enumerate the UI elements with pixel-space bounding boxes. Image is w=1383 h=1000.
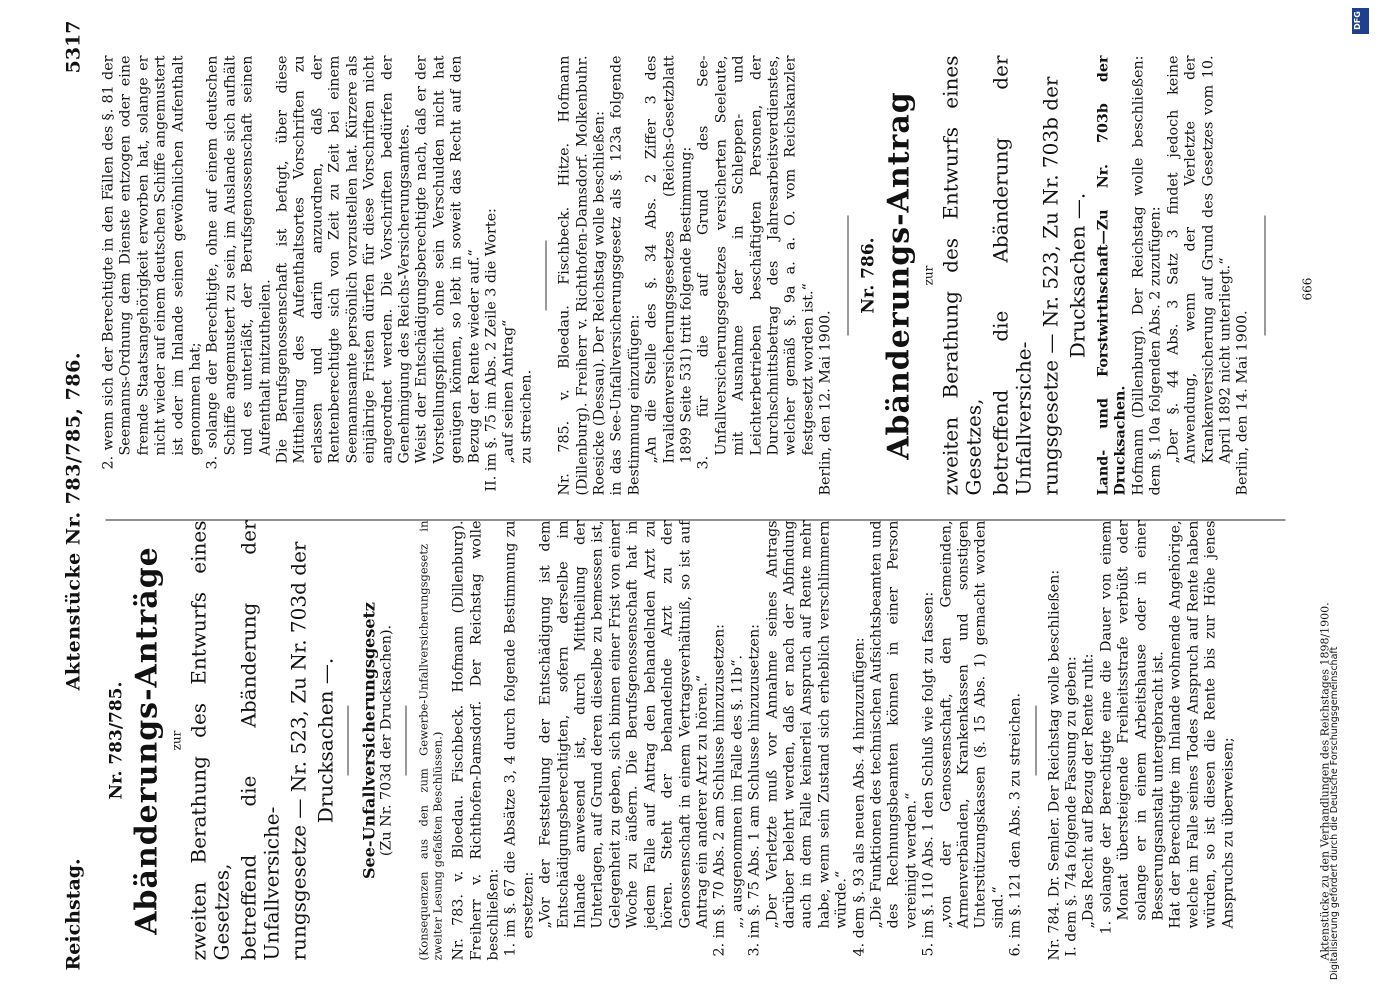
doc-786-quote: „Der §. 44 Abs. 3 Satz 3 findet jedoch keine Anwendung, wenn der Verletzte der Krankenversicherung auf Grund des Gesetzes vom 10. April 1892 nicht unterliegt.“: [1164, 55, 1233, 463]
item-784-point-3-rules: Die Berufsgenossenschaft ist befugt, über diese Mittheilung des Aufenthaltsortes Vorschriften zu erlassen und darin anzuordnen, daß der Rentenberechtigte sich von Zeit zu Zeit bei einem Seemannsamte persönlich vorzustellen hat. Kürzere als einjährige Fristen dürfen für diese Vorschriften nicht angeordnet werden. Die Vorschriften bedürfen der Genehmigung des Reichs-Versicherungsamtes.: [274, 55, 412, 463]
motion-783-intro: Nr. 783. v. Bloedau. Fischbeck. Hofmann (Dillenburg). Freiherr v. Richthofen-Damsdorf. Der Reichstag wolle beschließen:: [450, 520, 502, 960]
doc-786-subtitle-3: rungsgesetze — Nr. 523, Zu Nr. 703b der: [1038, 76, 1063, 495]
subtitle-line-3: rungsgesetze — Nr. 523, Zu Nr. 703d der: [286, 541, 311, 960]
item-4: 4. dem §. 93 als neuen Abs. 4 hinzuzufügen:: [850, 636, 867, 956]
section-title: See-Unfallversicherungsgesetz: [359, 601, 379, 879]
item-784-point-3-proof: Weist der Entschädigungsberechtigte nach, daß er der Vorstellungspflicht ohne sein Verschulden nicht hat genügen können, so lebt in soweit das Recht auf den Bezug der Rente wieder auf.“: [413, 55, 482, 463]
doc-786-title: Abänderungs-Antrag: [881, 90, 917, 460]
motion-785-body: in das See-Unfallversicherungsgesetz als §. 123a folgende Bestimmung einzufügen:: [608, 55, 642, 495]
item-1-quote: „Vor der Feststellung der Entschädigung ist dem Entschädigungsberechtigten, sofern derselbe im Inlande anwesend ist, durch Mittheilung der Unterlagen, auf Grund deren dieselbe zu bemessen ist, Gelegenheit zu geben, sich binnen einer Frist von einer Woche zu äußern. Die Berufsgenossenschaft hat in jedem Falle auf Antrag den behandelnden Arzt zu hören. Steht der behandelnde Arzt zu der Genossenschaft in einem Vertragsverhältniß, so ist auf Antrag ein anderer Arzt zu hören.“: [537, 520, 710, 928]
item-5-quote: „von der Genossenschaft, den Gemeinden, Armenverbänden, Krankenkassen und sonstigen Unterstützungskassen (§. 15 Abs. 1) gemacht worden sind.“: [937, 520, 1006, 928]
doc-786-number: Nr. 786.: [857, 236, 878, 314]
right-column: [100, 55, 1300, 495]
subtitle-line-2: betreffend die Abänderung der Unfallversiche-: [236, 520, 284, 960]
left-column: [100, 520, 1300, 960]
zur-label: zur: [169, 730, 184, 750]
consequences-note: (Konsequenzen aus den zum Gewerbe-Unfallversicherungsgesetz in zweiter Lesung gefaßten Beschlüssen.): [416, 520, 445, 960]
separator-rule: [1264, 215, 1265, 335]
doc-786-section: Land- und Forstwirthschaft—Zu Nr. 703b der Drucksachen.: [1095, 55, 1129, 495]
doc-786-subtitle-4: Drucksachen —.: [1065, 192, 1090, 358]
item-4-quote: „Die Funktionen des technischen Aufsichtsbeamten und des Rechnungsbeamten können in einer Person vereinigt werden.“: [867, 520, 919, 928]
doc-786-subtitle-2: betreffend die Abänderung der Unfallversiche-: [988, 55, 1036, 495]
date-2: Berlin, den 14. Mai 1900.: [1234, 309, 1251, 495]
dfg-logo-text: DFG: [1352, 11, 1362, 30]
column-divider: [105, 519, 1285, 520]
item-784-II-quote: „auf seinen Antrag“: [500, 319, 517, 463]
item-784-II-strike: zu streichen.: [517, 369, 534, 463]
separator-rule: [545, 240, 546, 310]
main-title: Abänderungs-Anträge: [129, 545, 165, 935]
sheet-number: 666: [1300, 277, 1314, 300]
motion-785-quote: „An die Stelle des §. 34 Abs. 2 Ziffer 3 des Invalidenversicherungsgesetzes (Reichs-Gesetzblatt 1899 Seite 531) tritt folgende Bestimmung:: [643, 55, 694, 463]
motion-784-intro: Nr. 784. Dr. Semler. Der Reichstag wolle beschließen:: [1045, 569, 1062, 960]
item-784-point-1-cont: Hat der Berechtigte im Inlande wohnende Angehörige, welche im Falle seines Todes Anspruch auf Rente haben würden, so ist diesen die Rente bis zur Höhe jenes Anspruchs zu überweisen;: [1167, 520, 1236, 928]
header-page-number: 5317: [62, 20, 84, 73]
subtitle-line-4: Drucksachen —.: [313, 657, 338, 823]
section-subtitle: (Zu Nr. 703d der Drucksachen).: [377, 624, 394, 856]
item-1: 1. im §. 67 die Absätze 3, 4 durch folgende Bestimmung zu ersetzen:: [502, 520, 536, 956]
doc-786-subtitle-1: zweiten Berathung des Entwurfs eines Gesetzes,: [938, 55, 986, 495]
motion-785-point-3: 3. für die auf Grund des See-Unfallversicherungsgesetzes versicherten Seeleute, mit Ausnahme der in Schleppen- und Leichterbetrieben beschäftigten Personen, der Durchschnittsbetrag des Jahresarbeitsverdienstes, welcher gemäß §. 9a a. a. O. vom Reichskanzler festgesetzt worden ist.“: [695, 55, 816, 469]
item-784-point-1: 1. solange der Berechtigte eine die Dauer von einem Monat übersteigende Freiheitsstrafe verbüßt oder solange er in einem Arbeitshause oder in einer Besserungsanstalt untergebracht ist.: [1097, 520, 1167, 934]
item-3: 3. im §. 75 Abs. 1 am Schlusse hinzuzusetzen:: [746, 623, 763, 956]
separator-rule: [1035, 705, 1036, 775]
item-784-point-2: 2. wenn sich der Berechtigte in den Fällen des §. 81 der Seemanns-Ordnung dem Dienste entzogen oder eine fremde Staatsangehörigkeit erworben hat, solange er nicht wieder auf einem deutschen Schiffe angemustert ist oder im Inlande seinen gewöhnlichen Aufenthalt genommen hat;: [100, 55, 204, 469]
digitization-notice: [1329, 10, 1369, 980]
dfg-logo: [1352, 8, 1369, 34]
doc-786-zur: zur: [921, 265, 936, 285]
separator-rule: [847, 215, 848, 335]
digitization-notice-text: Digitalisierung gefördert durch die Deutsche Forschungsgemeinschaft: [1329, 646, 1340, 980]
item-3-quote: „Der Verletzte muß vor Annahme seines Antrags darüber belehrt werden, daß er nach der Abfindung auch in dem Falle keinerlei Anspruch auf Rente mehr habe, wenn sein Zustand sich erheblich verschlimmern würde.“: [763, 520, 850, 928]
item-2: 2. im §. 70 Abs. 2 am Schlusse hinzuzusetzen:: [711, 623, 728, 956]
doc-number-title: Nr. 783/785.: [106, 681, 126, 799]
motion-785-intro: Nr. 785. v. Bloedau. Fischbeck. Hitze. Hofmann (Dillenburg). Freiherr v. Richthofen-Damsdorf. Molkenbuhr. Roesicke (Dessau). Der Reichstag wolle beschließen:: [556, 55, 607, 495]
item-5: 5. im §. 110 Abs. 1 den Schluß wie folgt zu fassen:: [920, 591, 937, 956]
date-1: Berlin, den 12. Mai 1900.: [817, 309, 834, 495]
doc-786-motion: Hofmann (Dillenburg). Der Reichstag wolle beschließen: dem §. 10a folgenden Abs. 2 zuzufügen:: [1129, 55, 1164, 495]
header-center: Aktenstücke Nr. 783/785, 786.: [62, 351, 84, 690]
item-6: 6. im §. 121 den Abs. 3 zu streichen.: [1007, 692, 1024, 956]
separator-rule: [405, 705, 406, 775]
item-784-II: II. im §. 75 im Abs. 2 Zeile 3 die Worte:: [482, 207, 499, 491]
page-footer: Aktenstücke zu den Verhandlungen des Reichstages 1898/1900.: [1318, 601, 1331, 960]
header-left: Reichstag.: [62, 857, 84, 970]
page-header: [58, 20, 88, 970]
separator-rule: [347, 705, 348, 775]
item-784-I: I. dem §. 74a folgende Fassung zu geben:: [1063, 655, 1080, 956]
item-784-quote-intro: „Das Recht auf Bezug der Rente ruht:: [1080, 653, 1097, 928]
subtitle-line-1: zweiten Berathung des Entwurfs eines Gesetzes,: [186, 520, 234, 960]
item-2-quote: „, ausgenommen im Falle des §. 11b“.: [728, 654, 745, 928]
item-784-point-3: 3. solange der Berechtigte, ohne auf einem deutschen Schiffe angemustert zu sein, im Auslande sich aufhält und es unterläßt, der Berufsgenossenschaft seinen Aufenthalt mitzutheilen.: [204, 55, 273, 469]
